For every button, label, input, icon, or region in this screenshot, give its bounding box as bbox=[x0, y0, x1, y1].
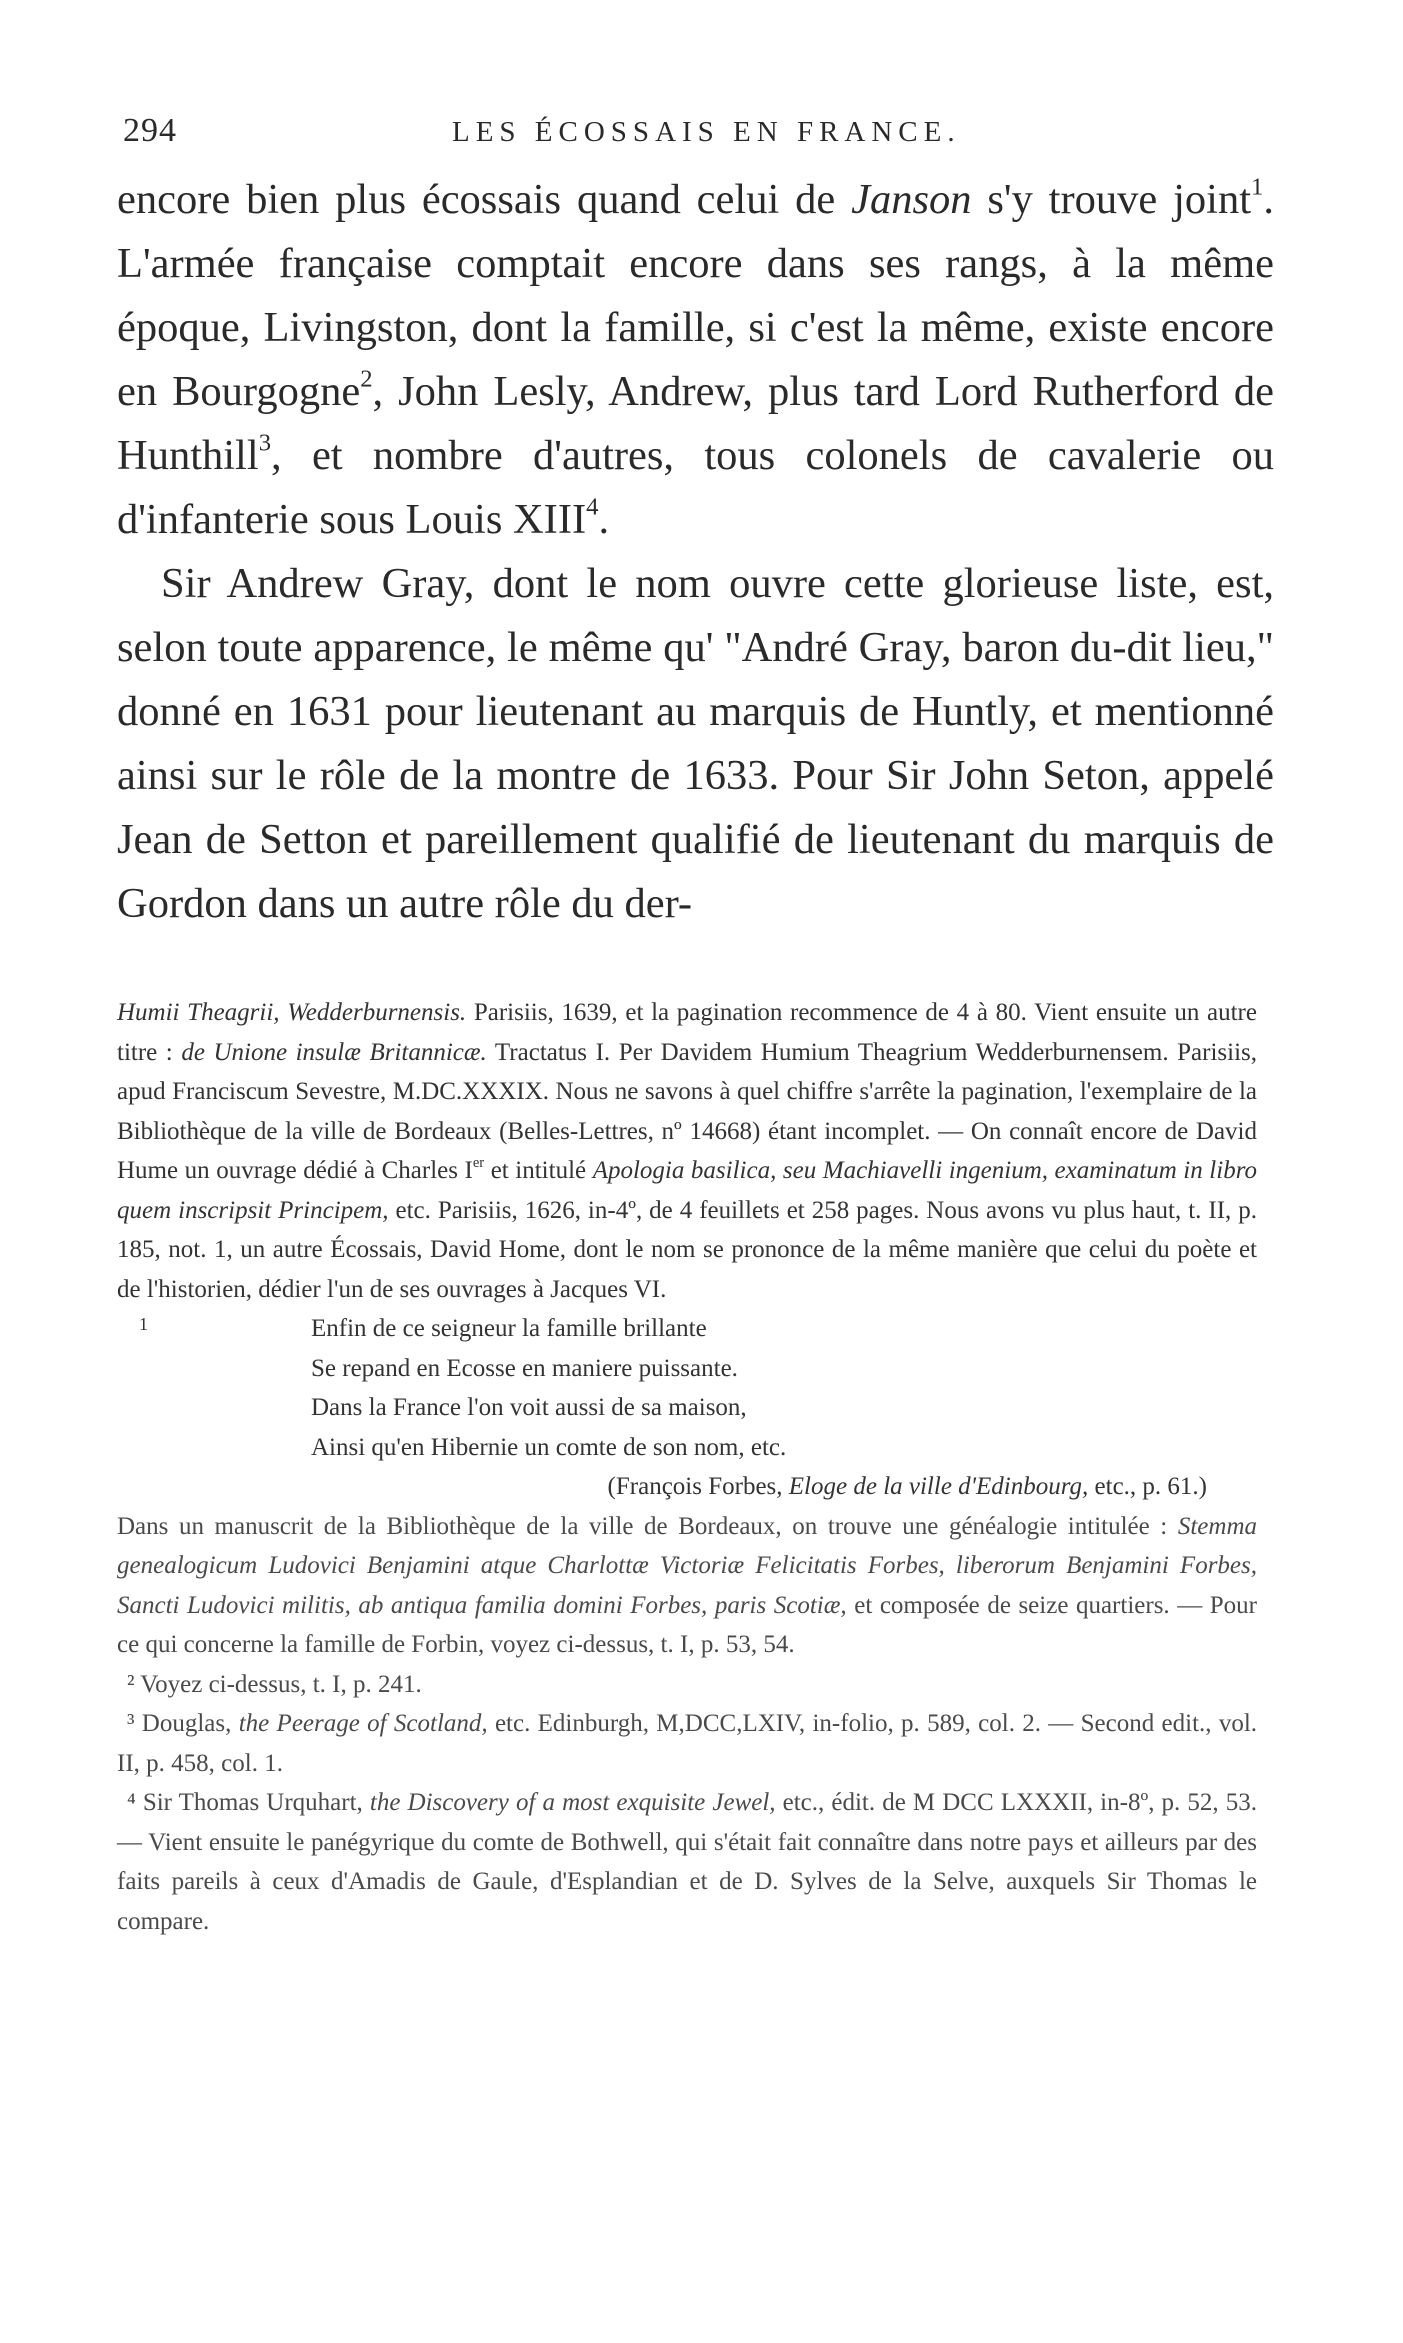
text-run: . L'armée française comptait encore dans ses rangs, à la même époque, Livingston, dont la famille, si c'est la même, existe encore en Bourgogne bbox=[117, 176, 1274, 415]
footnote-ref-4: 4 bbox=[586, 493, 599, 521]
footnote-number: 1 bbox=[139, 1314, 148, 1334]
text-run: . bbox=[598, 496, 610, 543]
verse-line: Ainsi qu'en Hibernie un comte de son nom, etc. bbox=[311, 1433, 787, 1461]
verse-citation bbox=[117, 1467, 1257, 1507]
footnote-continued bbox=[117, 993, 1257, 1309]
footnote-1-cont bbox=[117, 1507, 1257, 1665]
text-italic: Stemma genealogicum Ludovici Benjamini atque Charlottæ Victoriæ Felicitatis Forbes, liberorum Benjamini Forbes, Sancti Ludovici militis, ab antiqua familia domini Forbes, paris Scotiæ, bbox=[117, 1512, 1257, 1619]
text-run: etc., p. 61.) bbox=[1088, 1473, 1207, 1500]
text-run: etc. Parisiis, 1626, in-4º, de 4 feuillets et 258 pages. Nous avons vu plus haut, t. II, p. 185, not. 1, un autre Écossais, David Home, dont le nom se prononce de la même manière que celui du poète et de l'historien, dédier l'un de ses ouvrages à Jacques VI. bbox=[117, 1196, 1257, 1303]
text-run: , et nombre d'autres, tous colonels de cavalerie ou d'infanterie sous Louis XIII bbox=[117, 432, 1274, 543]
text-run: (François Forbes, bbox=[607, 1473, 789, 1500]
text-run: Dans un manuscrit de la Bibliothèque de la ville de Bordeaux, on trouve une généalogie intitulée : bbox=[117, 1512, 1178, 1540]
main-text bbox=[117, 168, 1274, 936]
verse-quote bbox=[117, 1309, 1257, 1467]
footnote-4 bbox=[117, 1783, 1257, 1941]
footnote-ref-2: 2 bbox=[360, 365, 373, 393]
text-run: encore bien plus écossais quand celui de bbox=[117, 176, 852, 223]
page-header bbox=[117, 112, 1267, 152]
text-run: etc. Edinburgh, M,DCC,LXIV, in-folio, p. 589, col. 2. — Second edit., vol. II, p. 458, col. 1. bbox=[117, 1710, 1258, 1777]
text-italic: de Unione insulæ Britannicæ. bbox=[181, 1038, 487, 1066]
text-run: , John Lesly, Andrew, plus tard Lord Rutherford de Hunthill bbox=[117, 368, 1274, 479]
text-run: Tractatus I. Per Davidem Humium Theagrium Wedderburnensem. Parisiis, apud Franciscum Sevestre, M.DC.XXXIX. Nous ne savons à quel chiffre s'arrête la pagination, l'exemplaire de la Bibliothèque de la ville de Bordeaux (Belles-Lettres, nº 14668) étant incomplet. — On connaît encore de David Hume un ouvrage dédié à Charles I bbox=[117, 1038, 1257, 1184]
text-run: s'y trouve joint bbox=[971, 176, 1252, 223]
verse-line: Se repand en Ecosse en maniere puissante. bbox=[311, 1354, 738, 1382]
text-run: et composée de seize quartiers. — Pour ce qui concerne la famille de Forbin, voyez ci-dessus, t. I, p. 53, 54. bbox=[117, 1591, 1257, 1658]
text-italic: Humii Theagrii, Wedderburnensis. bbox=[117, 999, 467, 1026]
verse-line: Enfin de ce seigneur la famille brillante bbox=[311, 1315, 707, 1342]
page-number: 294 bbox=[123, 112, 177, 149]
paragraph-1 bbox=[117, 168, 1274, 552]
text-run: et intitulé bbox=[484, 1157, 593, 1184]
footnote-3 bbox=[117, 1704, 1257, 1783]
text-italic: Janson bbox=[851, 176, 972, 223]
text-italic: the Peerage of Scotland, bbox=[238, 1710, 488, 1737]
paragraph-2: Sir Andrew Gray, dont le nom ouvre cette glorieuse liste, est, selon toute apparence, le même qu' "André Gray, baron du-dit lieu," donné en 1631 pour lieutenant au marquis de Huntly, et mentionné ainsi sur le rôle de la montre de 1633. Pour Sir John Seton, appelé Jean de Setton et pareillement qualifié de lieutenant du marquis de Gordon dans un autre rôle du der- bbox=[117, 560, 1274, 927]
text-italic: Eloge de la ville d'Edinbourg, bbox=[788, 1473, 1089, 1500]
text-italic: Apologia basilica, seu Machiavelli ingenium, examinatum in libro quem inscripsit Principem, bbox=[117, 1157, 1257, 1224]
superscript: er bbox=[472, 1155, 485, 1172]
verse-line: Dans la France l'on voit aussi de sa maison, bbox=[311, 1394, 747, 1421]
footnote-ref-1: 1 bbox=[1251, 173, 1264, 201]
footnote-ref-3: 3 bbox=[258, 429, 272, 457]
footnote-2: ² Voyez ci-dessus, t. I, p. 241. bbox=[127, 1670, 422, 1698]
text-run: ³ Douglas, bbox=[127, 1710, 239, 1737]
text-italic: the Discovery of a most exquisite Jewel, bbox=[369, 1789, 776, 1816]
text-run: ⁴ Sir Thomas Urquhart, bbox=[127, 1789, 370, 1816]
running-title: LES ÉCOSSAIS EN FRANCE. bbox=[452, 116, 961, 148]
text-run: etc., édit. de M DCC LXXXII, in-8º, p. 52, 53. — Vient ensuite le panégyrique du comte de Bothwell, qui s'était fait connaître dans notre pays et ailleurs par des faits pareils à ceux d'Amadis de Gaule, d'Esplandian et de D. Sylves de la Selve, auxquels Sir Thomas le compare. bbox=[117, 1789, 1257, 1935]
footnotes bbox=[117, 993, 1257, 1941]
text-run: Parisiis, 1639, et la pagination recommence de 4 à 80. Vient ensuite un autre titre : bbox=[117, 999, 1257, 1066]
